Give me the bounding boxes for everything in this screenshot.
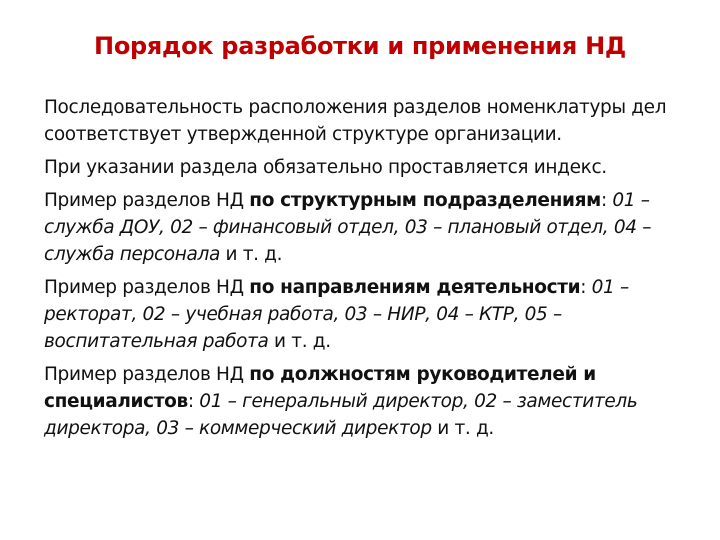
paragraph-index: При указании раздела обязательно проставляется индекс.: [44, 157, 607, 178]
example-criterion: по структурным подразделениям: [249, 190, 601, 211]
example-prefix: Пример разделов НД: [44, 277, 250, 298]
example-suffix: и т. д.: [219, 244, 283, 265]
example-criterion: по направлениям деятельности: [249, 277, 581, 298]
example-prefix: Пример разделов НД: [44, 190, 250, 211]
paragraph-example-structural: [44, 187, 688, 268]
example-list: 01 – генеральный директор, 02 – заместитель директора, 03 – коммерческий директор: [44, 391, 638, 439]
paragraph-example-activity: [44, 274, 688, 355]
example-suffix: и т. д.: [431, 418, 494, 439]
example-suffix: и т. д.: [268, 331, 331, 352]
paragraph-sequence: Последовательность расположения разделов номенклатуры дел соответствует утвержденной структуре организации.: [44, 97, 667, 145]
paragraph-example-positions: [44, 361, 688, 442]
example-prefix: Пример разделов НД: [44, 364, 250, 385]
slide-content: [44, 94, 688, 448]
example-list: 01 – служба ДОУ, 02 – финансовый отдел, 03 – плановый отдел, 04 – служба персонала: [44, 190, 652, 265]
example-colon: :: [600, 190, 613, 211]
example-criterion: по должностям руководителей и специалистов: [44, 364, 596, 412]
example-colon: :: [580, 277, 592, 298]
slide-title: Порядок разработки и применения НД: [94, 32, 626, 60]
example-list: 01 – ректорат, 02 – учебная работа, 03 – НИР, 04 – КТР, 05 – воспитательная работа: [44, 277, 629, 352]
example-colon: :: [187, 391, 200, 412]
